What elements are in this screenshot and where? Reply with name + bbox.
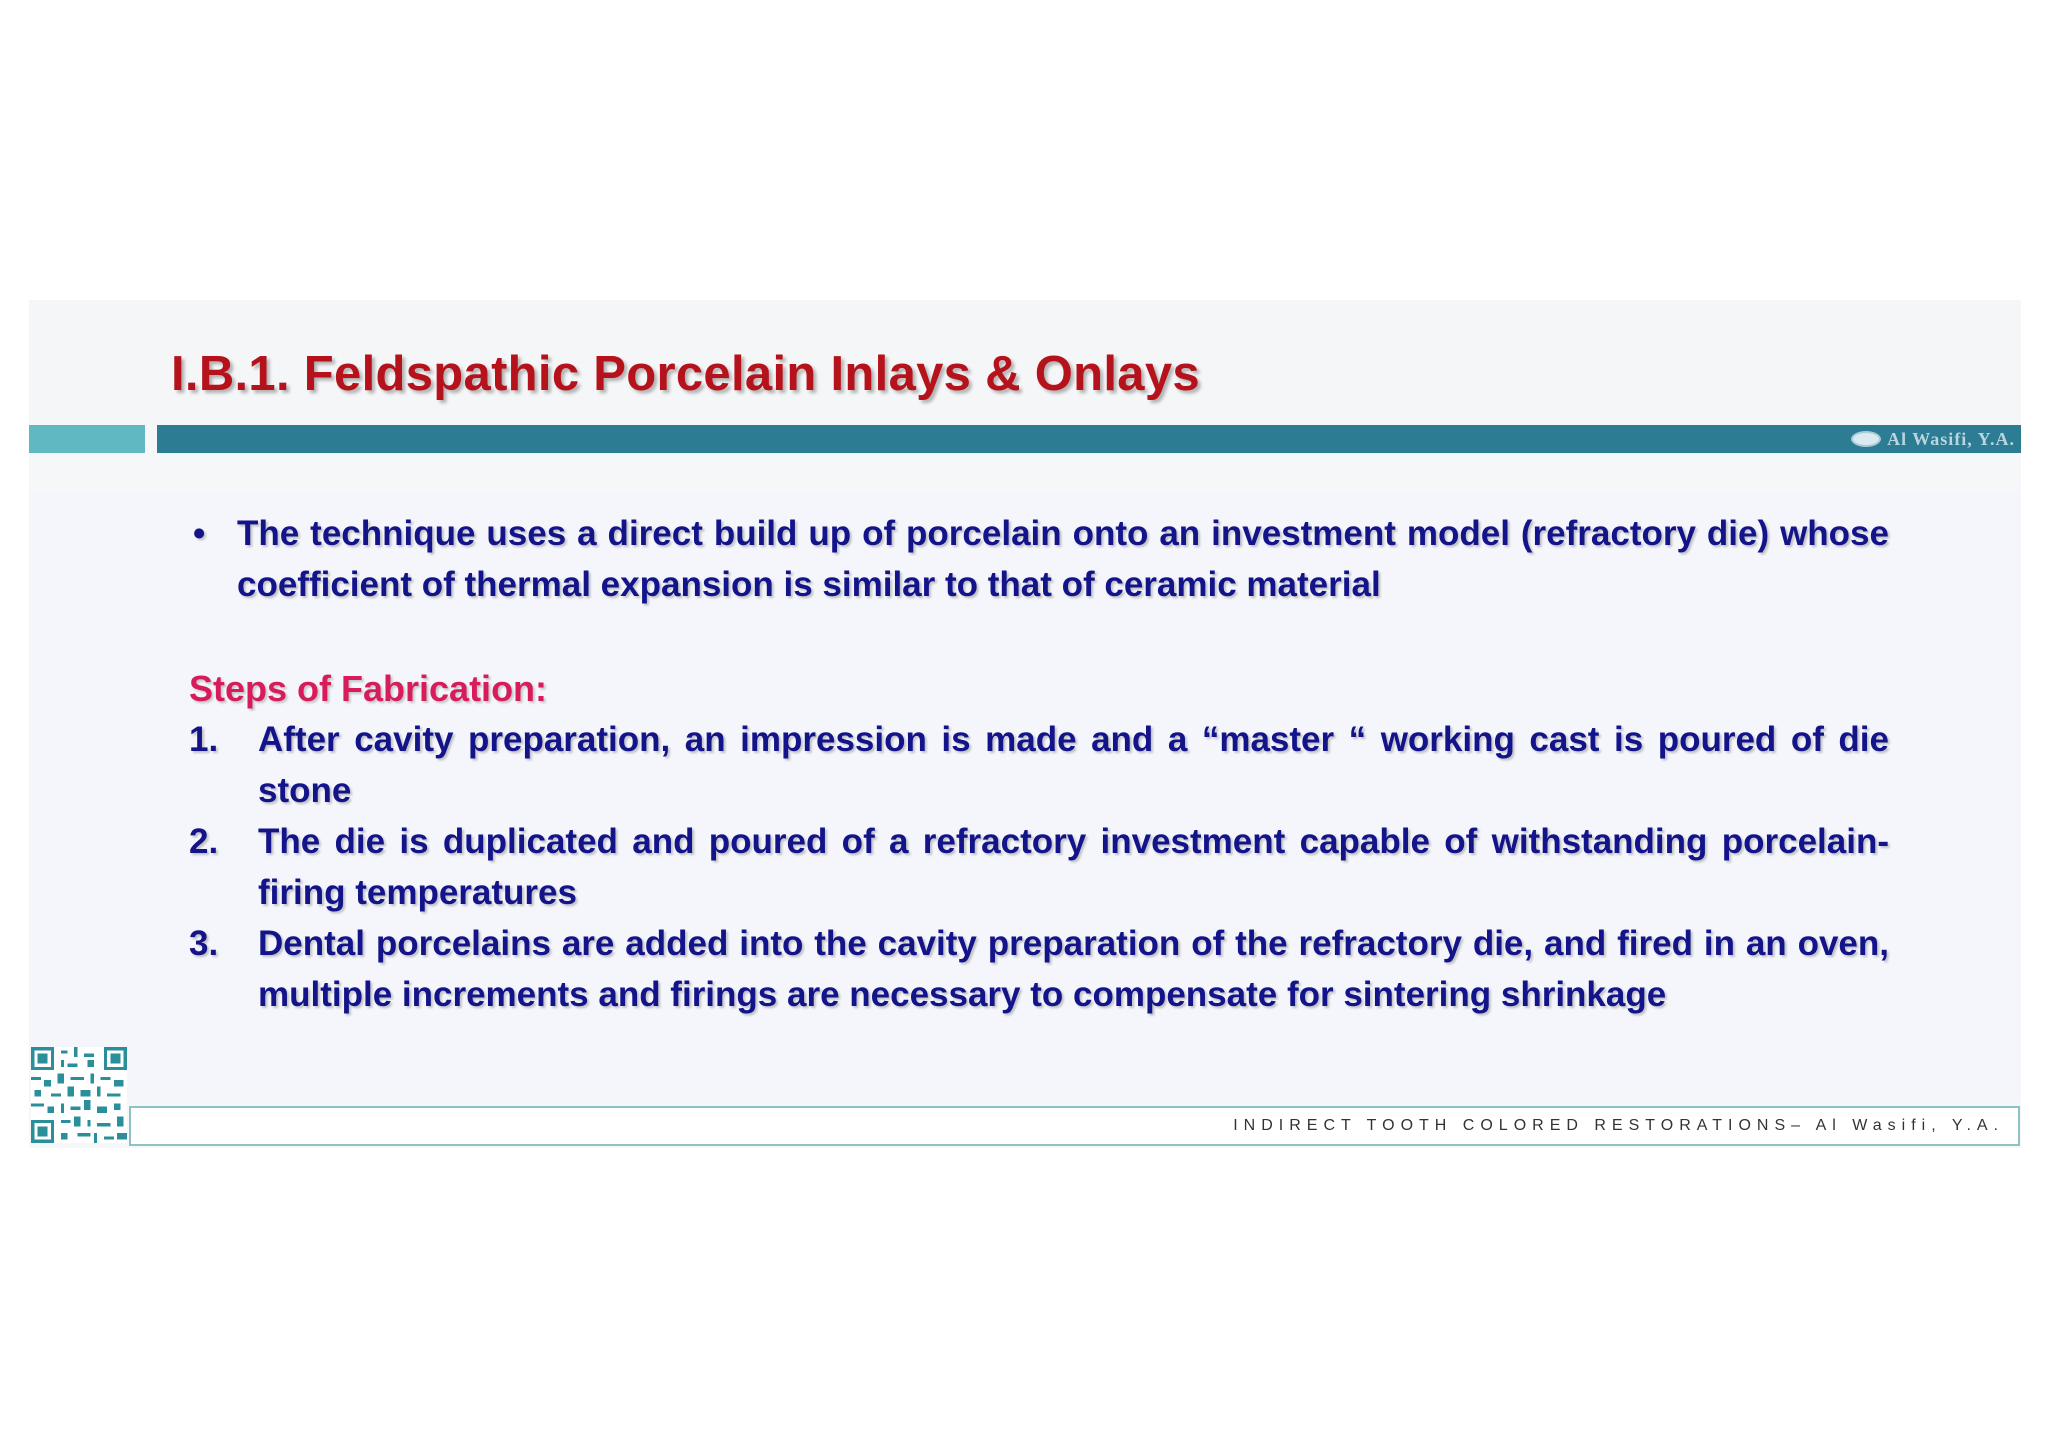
step-text: Dental porcelains are added into the cavity preparation of the refractory die, and fired in an oven, multiple increments and firings are necessary to compensate for sintering shrinkage (258, 924, 1889, 1014)
bullet-item (189, 508, 1889, 610)
step-number: 2. (189, 822, 219, 861)
step-number: 1. (189, 720, 219, 759)
title-band (29, 300, 2021, 424)
step-item (189, 714, 1889, 816)
slide-title: I.B.1. Feldspathic Porcelain Inlays & Onlays (171, 347, 1200, 401)
watermark-text: Al Wasifi, Y.A. (1887, 428, 2015, 449)
step-number: 3. (189, 924, 219, 963)
steps-list (189, 714, 1889, 1020)
step-text: After cavity preparation, an impression is made and a “master “ working cast is poured of die stone (258, 720, 1889, 810)
step-item (189, 918, 1889, 1020)
author-logo-icon (1851, 431, 1881, 447)
footer-text: INDIRECT TOOTH COLORED RESTORATIONS– Al Wasifi, Y.A. (1233, 1117, 2004, 1134)
content-area (29, 492, 2021, 1102)
accent-bar (157, 425, 2021, 453)
bullet-dot: • (193, 514, 206, 553)
step-text: The die is duplicated and poured of a refractory investment capable of withstanding porcelain-firing temperatures (258, 822, 1889, 912)
accent-block-left (29, 425, 145, 453)
steps-heading: Steps of Fabrication: (189, 668, 548, 709)
qr-code-icon[interactable] (31, 1047, 127, 1143)
content-body (189, 508, 1889, 1020)
watermark (1851, 429, 2015, 449)
step-item (189, 816, 1889, 918)
bullet-text: The technique uses a direct build up of porcelain onto an investment model (refractory die) whose coefficient of thermal expansion is similar to that of ceramic material (237, 514, 1889, 604)
footer-bar (129, 1106, 2020, 1146)
slide (29, 300, 2021, 1148)
